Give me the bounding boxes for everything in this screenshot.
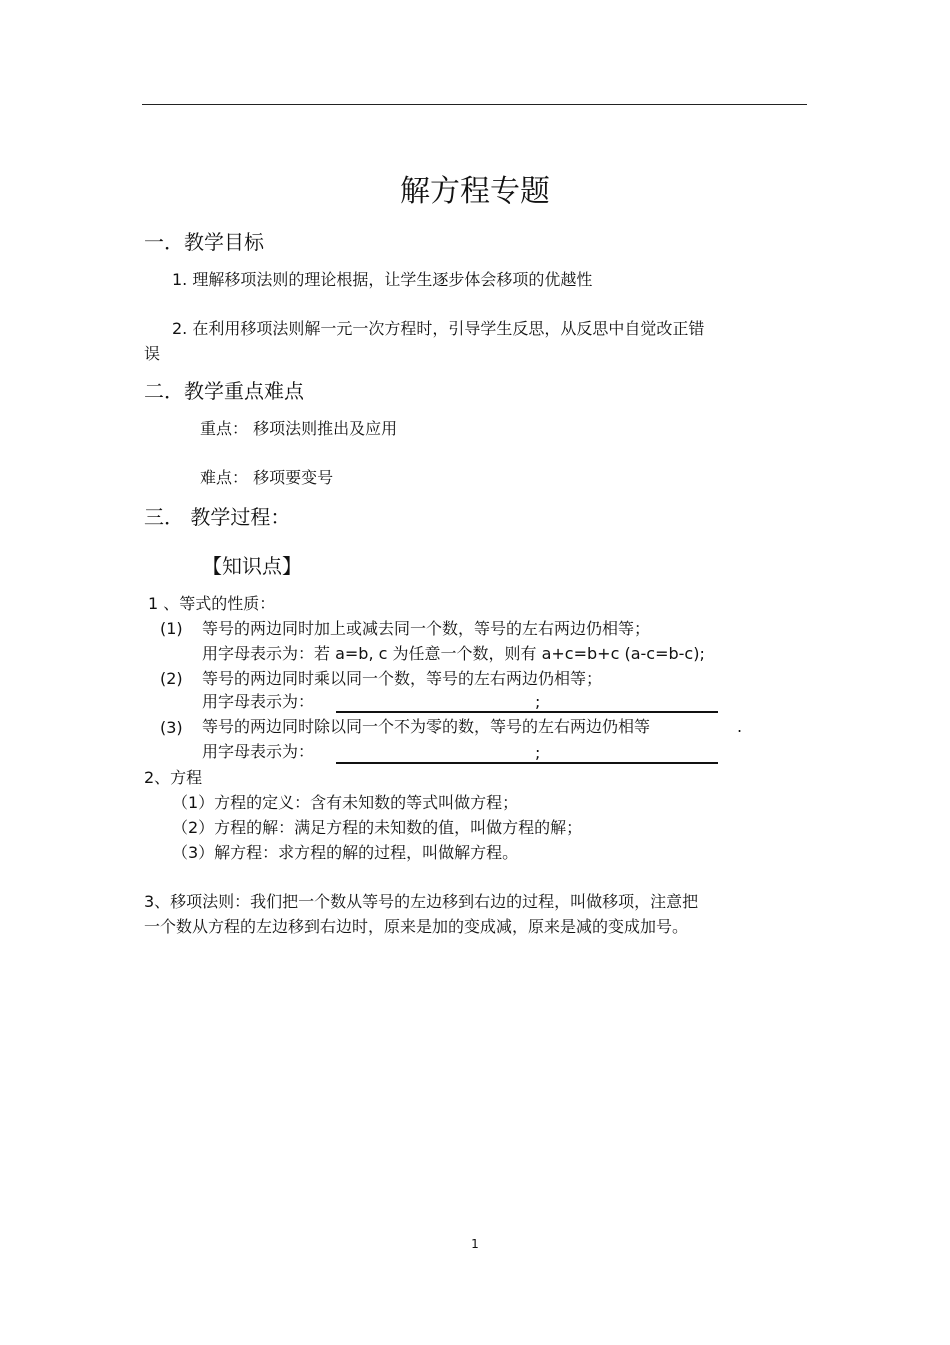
property-3-answer-blank <box>336 762 718 764</box>
property-2-answer-blank <box>336 711 718 713</box>
transposition-rule-line-1: 3、移项法则：我们把一个数从等号的左边移到右边的过程，叫做移项，注意把 <box>144 892 699 911</box>
goal-item-2: 2. 在利用移项法则解一元一次方程时，引导学生反思，从反思中自觉改正错 <box>172 319 705 338</box>
property-2-semicolon: ; <box>535 692 541 711</box>
difficulty-point: 难点： 移项要变号 <box>200 468 334 487</box>
page-number: 1 <box>471 1237 479 1251</box>
section3-heading: 三． 教学过程： <box>144 505 291 529</box>
property-title: 1 、等式的性质： <box>148 594 276 613</box>
goal-item-2-continued: 误 <box>144 344 161 363</box>
property-1-expression: 用字母表示为：若 a=b, c 为任意一个数，则有 a+c=b+c (a-c=b-c); <box>202 644 705 663</box>
key-point: 重点： 移项法则推出及应用 <box>200 419 398 438</box>
property-3-text: 等号的两边同时除以同一个不为零的数，等号的左右两边仍相等 <box>202 717 651 736</box>
property-2-expression-label: 用字母表示为： <box>202 692 315 711</box>
property-3-period: . <box>737 717 743 736</box>
equation-definition: （1）方程的定义：含有未知数的等式叫做方程； <box>172 793 519 812</box>
section1-heading: 一．教学目标 <box>144 230 264 254</box>
equation-title: 2、方程 <box>144 768 203 787</box>
equation-solution: （2）方程的解：满足方程的未知数的值，叫做方程的解； <box>172 818 583 837</box>
equation-solving: （3）解方程：求方程的解的过程，叫做解方程。 <box>172 843 519 862</box>
transposition-rule-line-2: 一个数从方程的左边移到右边时，原来是加的变成减，原来是减的变成加号。 <box>144 917 689 936</box>
property-1-text: 等号的两边同时加上或减去同一个数，等号的左右两边仍相等； <box>202 619 651 638</box>
section2-heading: 二．教学重点难点 <box>144 379 304 403</box>
property-3-semicolon: ; <box>535 743 541 762</box>
property-3-number: (3) <box>160 718 183 737</box>
goal-item-1: 1. 理解移项法则的理论根据，让学生逐步体会移项的优越性 <box>172 270 593 289</box>
property-2-number: (2) <box>160 669 183 688</box>
property-3-expression-label: 用字母表示为： <box>202 742 315 761</box>
knowledge-label: 【知识点】 <box>202 554 302 578</box>
property-2-text: 等号的两边同时乘以同一个数，等号的左右两边仍相等； <box>202 669 603 688</box>
document-title: 解方程专题 <box>400 174 550 209</box>
header-rule <box>142 104 807 105</box>
property-1-number: (1) <box>160 619 183 638</box>
